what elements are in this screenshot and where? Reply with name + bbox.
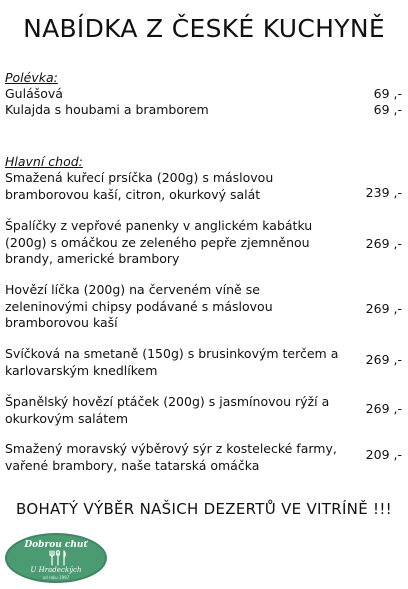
item-price: 69 ,- [373, 102, 402, 117]
menu-title: NABÍDKA Z ČESKÉ KUCHYNĚ [23, 14, 385, 43]
menu-item-main-4 [5, 346, 405, 379]
section-label-main: Hlavní chod: [5, 154, 83, 169]
item-price: 269 ,- [365, 301, 402, 316]
item-name: Smažený moravský výběrový sýr z kostelecké farmy, vařené brambory, naše tatarská omáčka [5, 441, 337, 473]
menu-item-main-6 [5, 441, 405, 474]
menu-item-soup-1 [5, 86, 405, 103]
dessert-note: BOHATÝ VÝBĚR NAŠICH DEZERTŮ VE VITRÍNĚ !!! [16, 500, 392, 518]
item-name: Smažená kuřecí prsíčka (200g) s máslovou bramborovou kaší, citron, okurkový salát [5, 170, 274, 202]
item-name: Špalíčky z vepřové panenky v anglickém kabátku (200g) s omáčkou ze zeleného pepře zjemněnou brandy, americké brambory [5, 218, 313, 266]
menu-item-soup-2 [5, 102, 405, 119]
item-name: Kulajda s houbami a bramborem [5, 102, 209, 117]
item-name: Svíčková na smetaně (150g) s brusinkovým terčem a karlovarským knedlíkem [5, 346, 339, 378]
logo-top-text: Dobrou chuť [24, 540, 88, 550]
item-price: 69 ,- [373, 86, 402, 101]
item-name: Španělský hovězí ptáček (200g) s jasmínovou rýží a okurkovým salátem [5, 394, 330, 426]
section-label-soup: Polévka: [5, 70, 58, 85]
item-price: 269 ,- [365, 352, 402, 367]
logo-bottom-text: U Hradeckých [30, 566, 82, 574]
item-price: 239 ,- [365, 185, 402, 200]
menu-item-main-3 [5, 282, 405, 332]
menu-item-main-1 [5, 170, 405, 203]
item-price: 269 ,- [365, 236, 402, 251]
item-name: Hovězí líčka (200g) na červeném víně se zeleninovými chipsy podávané s máslovou bramborovou kaší [5, 282, 273, 330]
restaurant-logo [5, 533, 107, 583]
logo-sub-text: od roku 1997 [42, 575, 70, 580]
cutlery-icon [47, 550, 69, 566]
menu-item-main-2 [5, 218, 405, 268]
item-price: 209 ,- [365, 447, 402, 462]
item-price: 269 ,- [365, 401, 402, 416]
item-name: Gulášová [5, 86, 63, 101]
menu-item-main-5 [5, 394, 405, 427]
